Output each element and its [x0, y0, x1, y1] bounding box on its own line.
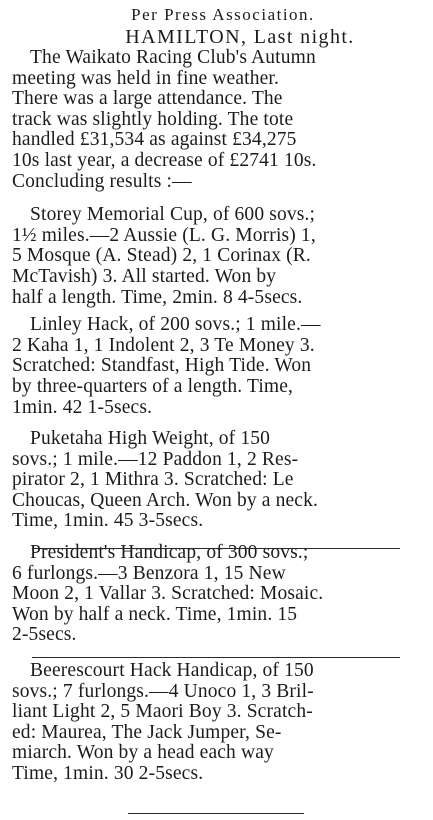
race-line: pirator 2, 1 Mithra 3. Scratched: Le — [12, 469, 294, 491]
dateline: HAMILTON, Last night. — [125, 26, 355, 48]
race-result-linley-hack — [12, 315, 424, 418]
race-line: by three-quarters of a length. Time, — [12, 375, 294, 397]
race-result-puketaha-high-weight — [12, 429, 424, 532]
intro-line: Concluding results :— — [12, 170, 192, 192]
race-line: 1min. 42 1-5secs. — [12, 396, 153, 418]
race-line: miarch. Won by a head each way — [12, 742, 274, 764]
intro-line: track was slightly holding. The tote — [12, 108, 294, 130]
section-rule — [32, 548, 400, 549]
race-line: 2-5secs. — [12, 624, 77, 646]
race-line: sovs.; 7 furlongs.—4 Unoco 1, 3 Bril- — [12, 680, 314, 702]
race-line: liant Light 2, 5 Maori Boy 3. Scratch- — [12, 701, 313, 723]
article-end-rule — [128, 813, 304, 814]
race-result-storey-memorial-cup — [12, 205, 424, 308]
race-line: ed: Maurea, The Jack Jumper, Se- — [12, 721, 282, 743]
article-column — [12, 4, 424, 785]
race-line: 2 Kaha 1, 1 Indolent 2, 3 Te Money 3. — [12, 334, 315, 356]
race-line: Time, 1min. 45 3-5secs. — [12, 510, 204, 532]
race-result-presidents-handicap — [12, 543, 424, 646]
intro-line: 10s last year, a decrease of £2741 10s. — [12, 149, 317, 171]
race-line: Linley Hack, of 200 sovs.; 1 mile.— — [30, 314, 321, 336]
intro-paragraph — [12, 48, 424, 192]
race-line: Puketaha High Weight, of 150 — [30, 428, 271, 450]
intro-line: There was a large attendance. The — [12, 88, 283, 110]
race-line: sovs.; 1 mile.—12 Paddon 1, 2 Res- — [12, 448, 299, 470]
race-line: Time, 1min. 30 2-5secs. — [12, 763, 204, 784]
race-line: 6 furlongs.—3 Benzora 1, 15 New — [12, 562, 286, 584]
race-line: 1½ miles.—2 Aussie (L. G. Morris) 1, — [12, 224, 316, 246]
race-line: Beerescourt Hack Handicap, of 150 — [30, 660, 314, 682]
race-result-beerescourt-hack-handicap — [12, 661, 424, 785]
race-line: half a length. Time, 2min. 8 4-5secs. — [12, 286, 303, 308]
race-line: 5 Mosque (A. Stead) 2, 1 Corinax (R. — [12, 245, 311, 267]
race-line: Storey Memorial Cup, of 600 sovs.; — [30, 204, 316, 226]
race-line: Won by half a neck. Time, 1min. 15 — [12, 603, 298, 625]
press-association-credit: Per Press Association. — [131, 5, 315, 24]
intro-line: handled £31,534 as against £34,275 — [12, 129, 297, 151]
race-line: Moon 2, 1 Vallar 3. Scratched: Mosaic. — [12, 583, 324, 605]
race-line: President's Handicap, of 300 sovs.; — [30, 542, 309, 564]
intro-line: meeting was held in fine weather. — [12, 67, 280, 89]
intro-line: The Waikato Racing Club's Autumn — [30, 47, 316, 68]
section-rule — [32, 657, 400, 658]
race-line: McTavish) 3. All started. Won by — [12, 265, 277, 287]
race-line: Choucas, Queen Arch. Won by a neck. — [12, 489, 319, 511]
race-line: Scratched: Standfast, High Tide. Won — [12, 355, 312, 377]
